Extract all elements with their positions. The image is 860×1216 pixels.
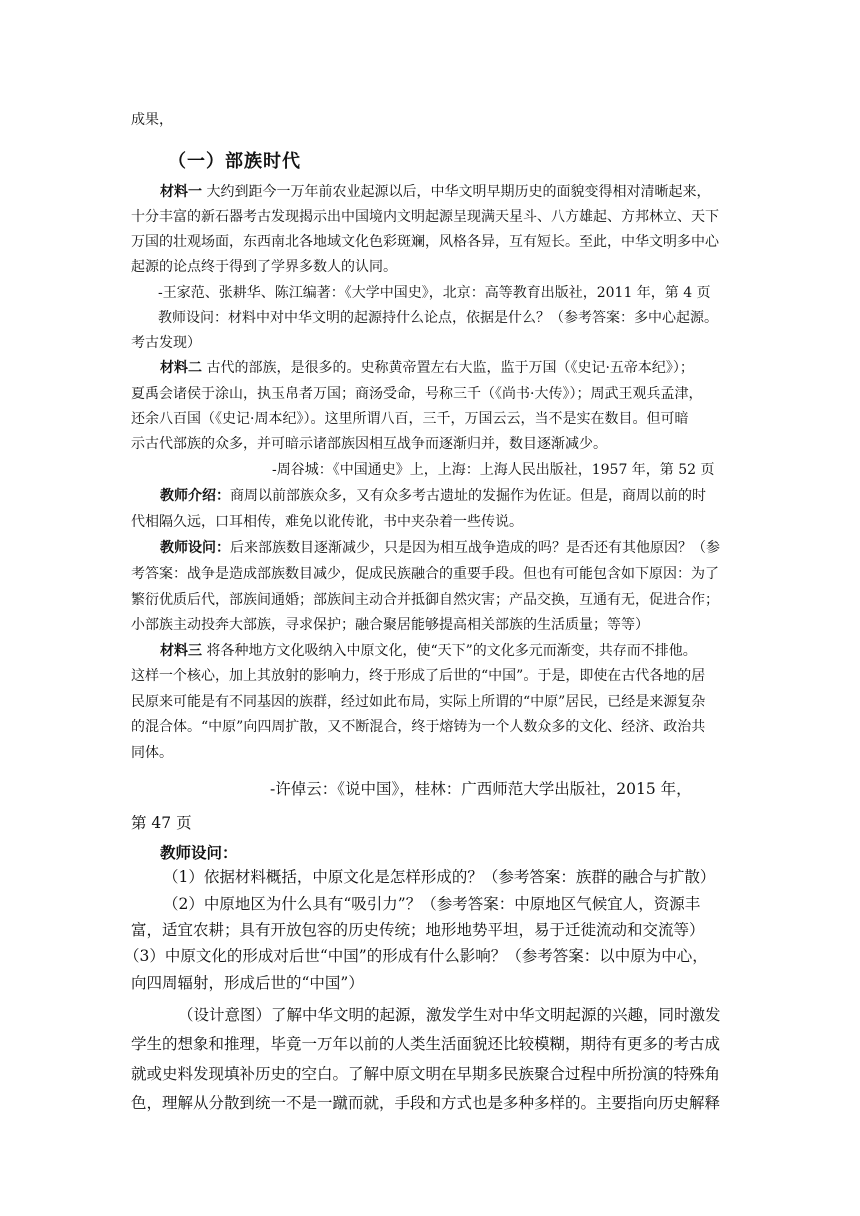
- material2-line-3: 还余八百国（《史记·周本纪》）。这里所谓八百，三千，万国云云，当不是实在数目。但可暗: [131, 411, 689, 427]
- question2-line-2: 考答案：战争是造成部族数目减少，促成民族融合的重要手段。但也有可能包含如下原因：为了: [131, 566, 719, 582]
- question3-item-3: 富，适宜农耕；具有开放包容的历史传统；地形地势平坦，易于迁徙流动和交流等）: [131, 921, 705, 939]
- material3-line-1: 材料三 将各种地方文化吸纳入中原文化，使“天下”的文化多元而渐变，共存而不排他。: [160, 643, 697, 659]
- material1-line-2: 十分丰富的新石器考古发现揭示出中国境内文明起源呈现满天星斗、八方雄起、方邦林立、天下: [131, 209, 719, 225]
- question2-line-3: 繁衍优质后代，部族间通婚；部族间主动合并抵御自然灾害；产品交换，互通有无，促进合作；: [131, 592, 719, 608]
- material3-source-line-2: 第 47 页: [131, 814, 192, 832]
- question3-item-2: （2）中原地区为什么具有“吸引力”？（参考答案：中原地区气候宜人，资源丰: [163, 895, 701, 913]
- material3-line-4: 的混合体。“中原”向四周扩散，又不断混合，终于熔铸为一个人数众多的文化、经济、政治共: [131, 719, 706, 735]
- material1-source: -王家范、张耕华、陈江编著：《大学中国史》，北京：高等教育出版社，2011 年，第 4 页: [158, 285, 711, 301]
- material2-line-2: 夏禹会诸侯于涂山，执玉帛者万国；商汤受命，号称三千（《尚书·大传》）；周武王观兵孟津，: [131, 386, 703, 402]
- intro-fragment: 成果，: [131, 112, 173, 128]
- material1-line-1: 材料一 大约到距今一万年前农业起源以后，中华文明早期历史的面貌变得相对清晰起来，: [160, 184, 711, 200]
- question3-item-1: （1）依据材料概括，中原文化是怎样形成的？（参考答案：族群的融合与扩散）: [163, 868, 716, 886]
- material2-source: -周谷城：《中国通史》上，上海：上海人民出版社，1957 年，第 52 页: [272, 462, 715, 478]
- question3-item-4: （3）中原文化的形成对后世“中国”的形成有什么影响？（参考答案：以中原为中心，: [124, 947, 708, 965]
- material1-line-3: 万国的壮观场面，东西南北各地域文化色彩斑斓，风格各异，互有短长。至此，中华文明多中心: [131, 234, 719, 250]
- question1-line-2: 考古发现）: [131, 335, 201, 351]
- section-heading: （一）部族时代: [168, 151, 301, 172]
- design-intent-line-2: 学生的想象和推理，毕竟一万年以前的人类生活面貌还比较模糊，期待有更多的考古成: [131, 1035, 721, 1053]
- question3-label: 教师设问：: [160, 843, 238, 862]
- question3-item-5: 向四周辐射，形成后世的“中国”）: [131, 974, 364, 992]
- material3-line-3: 民原来可能是有不同基因的族群，经过如此布局，实际上所谓的“中原”居民，已经是来源复杂: [131, 694, 706, 710]
- material2-label: 材料二: [160, 360, 202, 376]
- material3-label: 材料三: [160, 643, 202, 659]
- question1-line-1: 教师设问：材料中对中华文明的起源持什么论点，依据是什么？（参考答案：多中心起源。: [158, 310, 718, 326]
- design-intent-line-3: 就或史料发现填补历史的空白。了解中原文明在早期多民族聚合过程中所扮演的特殊角: [131, 1065, 721, 1083]
- material1-label: 材料一: [160, 184, 202, 200]
- intro2-line-1: 教师介绍：商周以前部族众多，又有众多考古遗址的发掘作为佐证。但是，商周以前的时: [160, 488, 706, 504]
- material3-source-line-1: -许倬云：《说中国》，桂林：广西师范大学出版社，2015 年，: [270, 780, 692, 798]
- material3-line-5: 同体。: [131, 745, 173, 761]
- design-intent-line-4: 色，理解从分散到统一不是一蹴而就，手段和方式也是多种多样的。主要指向历史解释: [131, 1094, 721, 1112]
- question2-line-4: 小部族主动投奔大部族，寻求保护；融合聚居能够提高相关部族的生活质量；等等）: [131, 617, 649, 633]
- material2-line-1: 材料二 古代的部族，是很多的。史称黄帝置左右大监，监于万国（《史记·五帝本纪》）；: [160, 360, 694, 376]
- question2-line-1: 教师设问：后来部族数目逐渐减少，只是因为相互战争造成的吗？是否还有其他原因？（参: [160, 540, 720, 556]
- design-intent-line-1: （设计意图）了解中华文明的起源，激发学生对中华文明起源的兴趣，同时激发: [178, 1006, 721, 1024]
- material1-line-4: 起源的论点终于得到了学界多数人的认同。: [131, 259, 397, 275]
- question2-label: 教师设问：: [160, 540, 230, 556]
- intro2-line-2: 代相隔久远，口耳相传，难免以讹传讹，书中夹杂着一些传说。: [131, 514, 523, 530]
- material2-line-4: 示古代部族的众多，并可暗示诸部族因相互战争而逐渐归并，数目逐渐减少。: [131, 436, 607, 452]
- material3-line-2: 这样一个核心，加上其放射的影响力，终于形成了后世的“中国”。于是，即使在古代各地的居: [131, 668, 706, 684]
- intro2-label: 教师介绍：: [160, 488, 230, 504]
